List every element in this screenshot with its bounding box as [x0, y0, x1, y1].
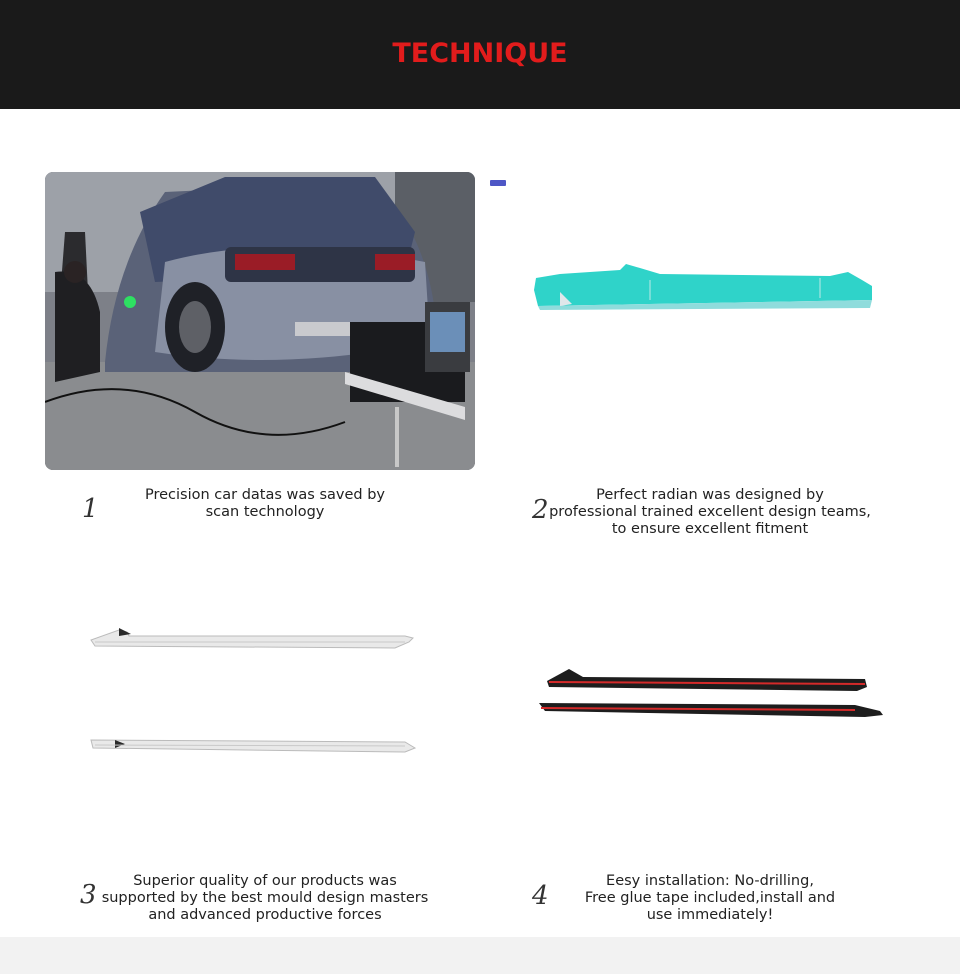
header-banner: [0, 0, 960, 109]
scan-photo-illustration: [45, 172, 475, 470]
step-caption-line: scan technology: [205, 504, 325, 520]
white-skirts-illustration: [85, 620, 420, 760]
step-caption-line: use immediately!: [646, 907, 774, 923]
step-caption-1: [110, 487, 420, 521]
footer-band: [0, 937, 960, 974]
step-number-2: 2: [532, 495, 549, 525]
step-caption-line: to ensure excellent fitment: [611, 521, 809, 537]
cad-model-illustration: [530, 260, 875, 315]
step-caption-line: Free glue tape included,install and: [584, 890, 836, 906]
step-caption-line: professional trained excellent design teams,: [549, 504, 871, 520]
cad-model-pane: [530, 260, 875, 315]
step-caption-3: [95, 873, 435, 924]
step-number-3: 3: [80, 880, 97, 910]
black-skirts-illustration: [535, 665, 885, 725]
page-title: TECHNIQUE: [392, 38, 568, 69]
step-caption-4: [575, 873, 845, 924]
step-caption-line: and advanced productive forces: [148, 907, 382, 923]
image-tag-icon: [490, 180, 506, 186]
step-number-1: 1: [82, 494, 99, 524]
step-caption-2: [540, 487, 880, 538]
black-skirts-pane: [535, 665, 885, 725]
step-caption-line: Superior quality of our products was: [133, 873, 397, 889]
step-caption-line: Perfect radian was designed by: [596, 487, 824, 503]
step-caption-line: Precision car datas was saved by: [144, 487, 385, 503]
step-caption-line: supported by the best mould design masters: [101, 890, 429, 906]
white-skirts-pane: [85, 620, 420, 760]
step-caption-line: Eesy installation: No-drilling,: [606, 873, 814, 889]
step-number-4: 4: [532, 881, 549, 911]
scan-photo: [45, 172, 475, 470]
